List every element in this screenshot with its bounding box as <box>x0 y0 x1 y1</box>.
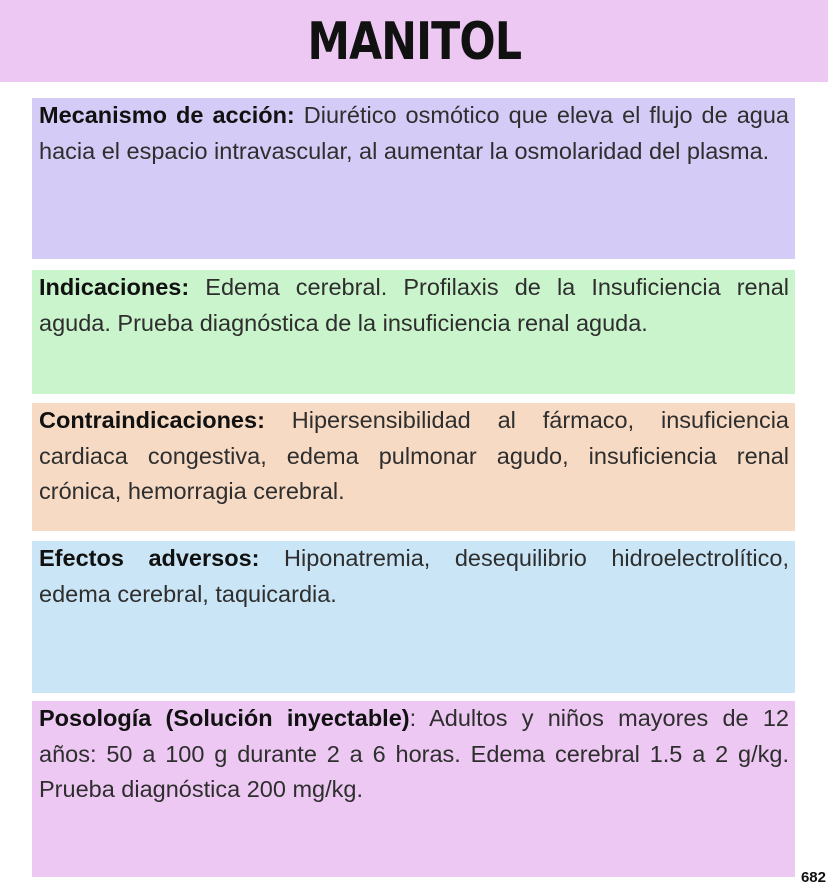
section-indicaciones <box>32 270 795 394</box>
section-label: Efectos adversos: <box>39 545 260 571</box>
section-efectos-adversos <box>32 541 795 693</box>
section-text: Hipersensibilidad al fármaco, insuficiencia cardiaca congestiva, edema pulmonar agudo, insuficiencia renal crónica, hemorragia cerebral. <box>39 407 789 504</box>
page-number: 682 <box>800 869 826 886</box>
page-title: MANITOL <box>307 12 521 72</box>
section-label: Contraindicaciones: <box>39 407 265 433</box>
section-label: Indicaciones: <box>39 274 190 300</box>
section-text: Edema cerebral. Profilaxis de la Insuficiencia renal aguda. Prueba diagnóstica de la insuficiencia renal aguda. <box>39 274 789 336</box>
section-contraindicaciones <box>32 403 795 531</box>
section-text: Hiponatremia, desequilibrio hidroelectrolítico, edema cerebral, taquicardia. <box>39 545 789 607</box>
section-posologia <box>32 701 795 877</box>
section-label: Mecanismo de acción: <box>39 102 295 128</box>
title-banner <box>0 0 828 82</box>
section-text: Diurético osmótico que eleva el flujo de agua hacia el espacio intravascular, al aumentar la osmolaridad del plasma. <box>39 102 790 164</box>
section-text: : Adultos y niños mayores de 12 años: 50 a 100 g durante 2 a 6 horas. Edema cerebral 1.5 a 2 g/kg. Prueba diagnóstica 200 mg/kg. <box>39 705 789 802</box>
section-mecanismo <box>32 98 795 259</box>
section-label: Posología (Solución inyectable) <box>39 705 410 731</box>
